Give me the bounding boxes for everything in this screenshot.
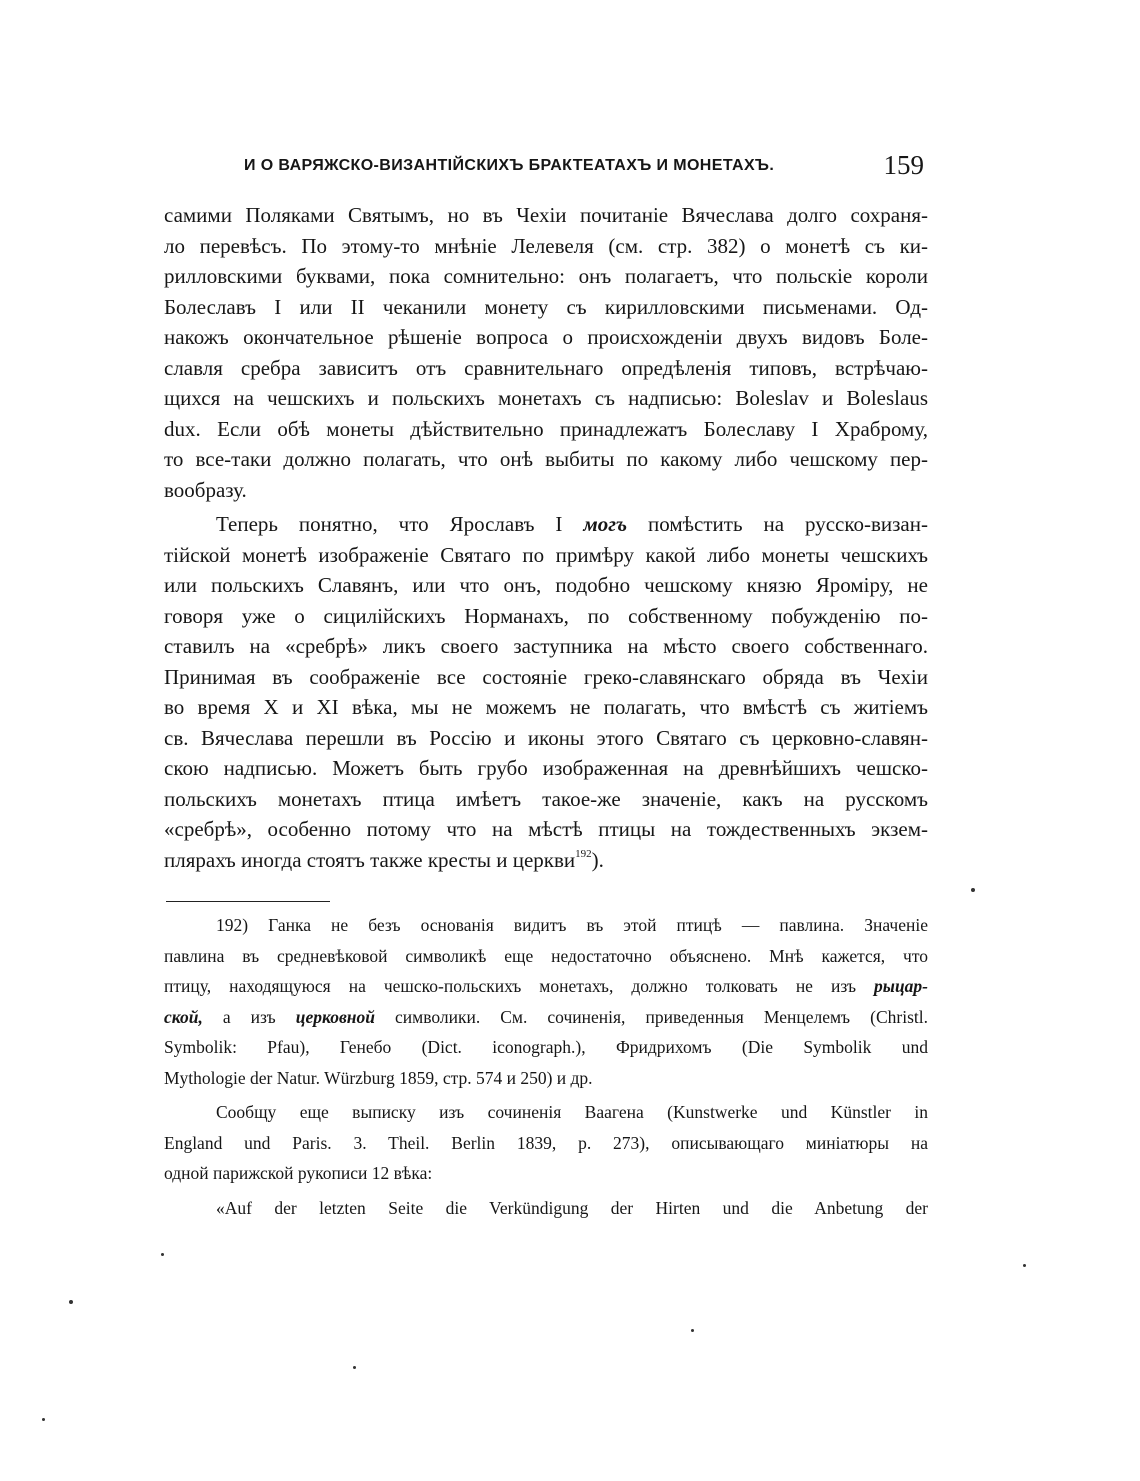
scan-speck	[161, 1253, 164, 1256]
text-run: а изъ	[202, 1006, 296, 1027]
footnote-separator	[166, 901, 330, 902]
main-text	[164, 200, 928, 875]
text-line	[164, 845, 928, 876]
text-line: щихся на чешскихъ и польскихъ монетахъ съ надписью: Boleslav и Boleslaus	[164, 386, 928, 410]
paragraph-1	[164, 200, 928, 505]
text-line: dux. Если обѣ монеты дѣйствительно принадлежатъ Болеславу I Храброму,	[164, 416, 928, 441]
scan-speck	[42, 1418, 45, 1421]
text-run: ).	[591, 847, 604, 872]
scan-speck	[691, 1329, 694, 1332]
text-line: то все-таки должно полагать, что онѣ выбиты по какому либо чешскому пер-	[164, 447, 928, 471]
text-line	[164, 1002, 928, 1033]
italic-word: рыцар-	[874, 976, 928, 996]
text-run: символики. См. сочиненія, приведенныя Менцелемъ (Christl.	[374, 1006, 928, 1027]
text-line: одной парижской рукописи 12 вѣка:	[164, 1163, 433, 1183]
footnotes	[164, 910, 928, 1223]
running-head: И О ВАРЯЖСКО-ВИЗАНТІЙСКИХЪ БРАКТЕАТАХЪ И МОНЕТАХЪ.	[244, 157, 775, 174]
text-line: павлина въ средневѣковой символикѣ еще недостаточно объяснено. Мнѣ кажется, что	[164, 945, 928, 966]
text-line	[164, 971, 928, 1002]
text-run: помѣстить на русско-визан-	[627, 512, 928, 536]
text-line: самими Поляками Святымъ, но въ Чехіи почитаніе Вячеслава долго сохраня-	[164, 203, 928, 227]
text-line: «Auf der letzten Seite die Verkündigung der Hirten und die Anbetung der	[216, 1197, 928, 1218]
footnote-ref[interactable]: 192	[575, 847, 592, 860]
text-line: польскихъ монетахъ птица имѣетъ такое-же значеніе, какъ на русскомъ	[164, 786, 928, 811]
scan-speck	[1023, 1264, 1026, 1267]
text-line: ло перевѣсъ. По этому-то мнѣніе Лелевеля (см. стр. 382) о монетѣ съ ки-	[164, 233, 928, 258]
text-line: во время X и XI вѣка, мы не можемъ не полагать, что вмѣстѣ съ житіемъ	[164, 695, 928, 719]
text-line	[164, 509, 928, 540]
text-line: Сообщу еще выписку изъ сочиненія Ваагена (Kunstwerke und Künstler in	[216, 1102, 928, 1122]
text-line: Принимая въ соображеніе все состояніе греко-славянскаго обряда въ Чехіи	[164, 664, 928, 689]
text-line: ставилъ на «сребрѣ» ликъ своего заступника на мѣсто своего собственнаго.	[164, 634, 928, 658]
footnote-quote	[164, 1193, 928, 1224]
text-line: славля сребра зависитъ отъ сравнительнаго опредѣленія типовъ, встрѣчаю-	[164, 355, 928, 380]
italic-word: церковной	[295, 1006, 375, 1027]
text-line: скою надписью. Можетъ быть грубо изображенная на древнѣйшихъ чешско-	[164, 756, 928, 780]
text-line: 192) Ганка не безъ основанія видитъ въ этой птицѣ — павлина. Значеніе	[216, 915, 928, 935]
scan-speck	[353, 1366, 356, 1369]
scan-speck	[971, 888, 975, 892]
paragraph-2	[164, 509, 928, 875]
page-number: 159	[883, 150, 924, 180]
text-line: рилловскими буквами, пока сомнительно: онъ полагаетъ, что польскіе короли	[164, 264, 928, 288]
page-header	[240, 150, 924, 184]
text-line: накожъ окончательное рѣшеніе вопроса о происхожденіи двухъ видовъ Боле-	[164, 325, 928, 349]
text-run: плярахъ иногда стоятъ также кресты и церкви	[164, 847, 576, 872]
text-line: говоря уже о сицилійскихъ Норманахъ, по собственному побужденію по-	[164, 603, 928, 628]
text-line: Symbolik: Pfau), Генебо (Dict. iconograph.), Фридрихомъ (Die Symbolik und	[164, 1037, 928, 1057]
scan-speck	[69, 1300, 73, 1304]
text-line: Болеславъ I или II чеканили монету съ кирилловскими письменами. Од-	[164, 294, 928, 319]
text-line: или польскихъ Славянъ, или что онъ, подобно чешскому князю Яроміру, не	[164, 573, 928, 597]
footnote-192	[164, 910, 928, 1093]
italic-word: ской,	[164, 1006, 203, 1027]
italic-word: могъ	[583, 512, 628, 536]
text-line: «сребрѣ», особенно потому что на мѣстѣ птицы на тождественныхъ экзем-	[164, 817, 928, 841]
text-line: св. Вячеслава перешли въ Россію и иконы этого Святаго съ церковно-славян-	[164, 725, 928, 750]
footnote-continuation	[164, 1097, 928, 1189]
text-line: England und Paris. 3. Theil. Berlin 1839, p. 273), описывающаго миніатюры на	[164, 1132, 928, 1153]
text-line: вообразу.	[164, 477, 247, 502]
text-line: Mythologie der Natur. Würzburg 1859, стр. 574 и 250) и др.	[164, 1067, 593, 1088]
text-run: птицу, находящуюся на чешско-польскихъ монетахъ, должно толковать не изъ	[164, 976, 875, 996]
text-line: тійской монетѣ изображеніе Святаго по примѣру какой либо монеты чешскихъ	[164, 542, 928, 567]
text-run: Теперь понятно, что Ярославъ I	[216, 512, 584, 536]
